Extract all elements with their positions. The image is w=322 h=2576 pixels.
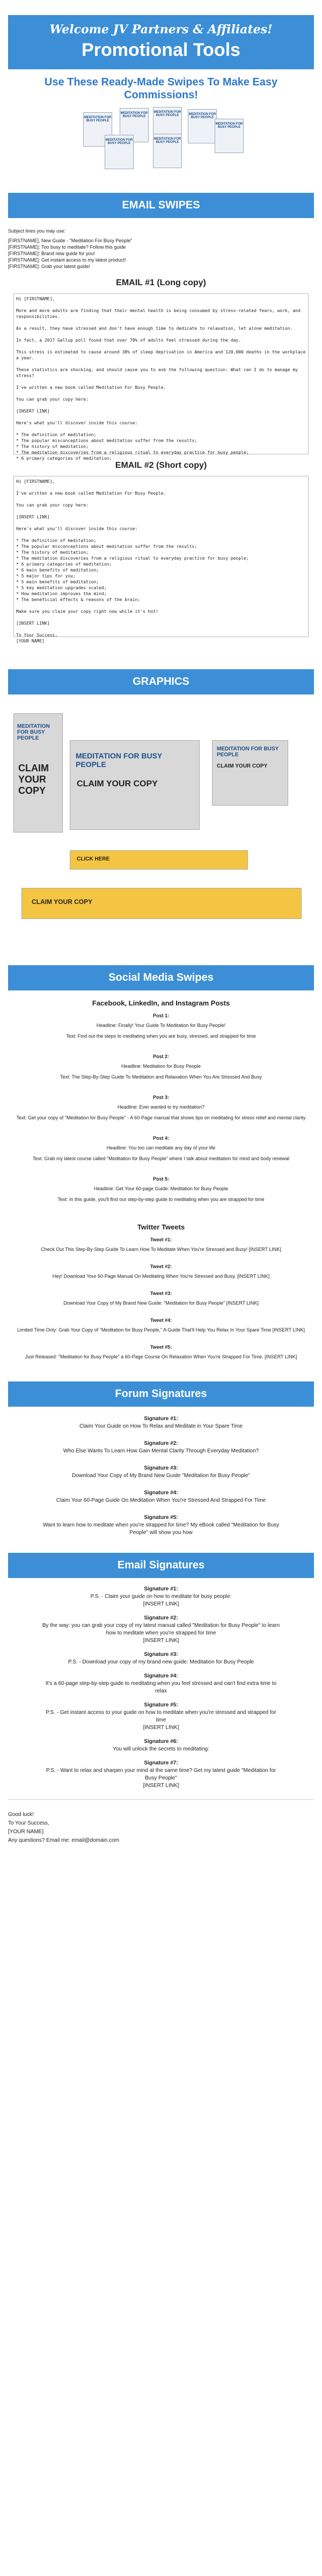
email-signature: Signature #4: It's a 60-page step-by-step guide to meditating when you feel stressed and can't find extra time to relax [45,1673,277,1694]
subject-lines-intro: Subject lines you may use: [8,228,66,234]
subject-lines-list [8,237,314,270]
medium-banner[interactable]: MEDITATION FOR BUSY PEOPLE CLAIM YOUR COPY [212,740,288,806]
social-post-5: Post 5: Headline: Get Your 60-page Guide: Meditation for Busy People Text: In this guide, you'll find our step-by-step guide to meditating when you are strapped for time [57,1176,265,1202]
email1-title: EMAIL #1 (Long copy) [116,278,206,287]
social-media-section [0,999,322,1360]
email-signature: Signature #1: P.S. - Claim your guide on how to meditate for busy people: [INSERT LINK] [90,1586,232,1607]
your-name-text: [YOUR NAME] [8,1829,44,1835]
header [8,0,314,171]
subject-line: [FIRSTNAME]: Brand new guide for you! [8,251,96,256]
tweet-4: Tweet #4: Limited Time Only: Grab Your Copy of "Meditation for Busy People," A Guide That'll Help You Relax In Your Spare Time [INSERT LINK] [17,1318,305,1333]
social-post-1: Post 1: Headline: Finally! Your Guide To Meditation for Busy People! Text: Find out the steps to meditating when you are busy, stressed, and strapped for time [66,1013,256,1039]
tweet-2: Tweet #2: Hey! Download Your 60-Page Manual On Meditating When You're Stressed and Busy. [INSERT LINK] [52,1264,270,1279]
subject-line: [FIRSTNAME], New Guide - "Meditation For Busy People" [8,238,133,243]
forum-signatures-header: Forum Signatures [8,1381,314,1407]
hero-banner [8,15,314,69]
book-cover: MEDITATION FOR BUSY PEOPLE [188,109,217,143]
tweet-1: Tweet #1: Check Out This Step-By-Step Guide To Learn How To Meditate When You're Stressed and Busy! [INSERT LINK] [41,1237,281,1252]
email-signature: Signature #6: You will unlock the secrets to meditating: [113,1739,209,1752]
subject-line: [FIRSTNAME]: Grab your latest guide! [8,264,91,269]
tagline: Use These Ready-Made Swipes To Make Easy Commissions! [44,76,278,101]
social-media-header: Social Media Swipes [8,965,314,990]
forum-signature: Signature #3: Download Your Copy of My Brand New Guide "Meditation for Busy People" [72,1465,250,1479]
wide-banner[interactable]: CLAIM YOUR COPY [21,888,302,919]
social-post-3: Post 3: Headline: Ever wanted to try meditation? Text: Get your copy of "Meditation for Busy People" - A 60-Page manual that shows tips on meditating for stress relief and mental clarity [16,1095,306,1120]
subject-line: [FIRSTNAME]: Get instant access to my latest product! [8,257,126,263]
book-cover: MEDITATION FOR BUSY PEOPLE [153,107,182,141]
to-success-text: To Your Success, [8,1820,49,1826]
email-signature: Signature #3: P.S. - Download your copy of my brand new guide: Meditation for Busy People [68,1652,254,1665]
graphics-section [8,703,314,850]
email-signatures-section [40,1586,282,1790]
forum-signatures-section [40,1415,282,1537]
email1-textarea[interactable]: Hi [FIRSTNAME], More and more adults are finding that their mental health is being consumed by stress-related fears, work, and responsibilities. As a result, they have stressed and don't have enough time to dedicate to relaxation, let alone meditation. In fact, a 2017 Gallup poll found that over 70% of adults feel stressed during the day. This stress is estimated to cause around 38% of sleep deprivation in America and 120,000 deaths in the workplace a year. These statistics are shocking, and should cause you to ask the following question: What can I do to manage my stress? I've written a new book called Meditation For Busy People. You can grab your copy here: [INSERT LINK] Here's what you'll discover inside this course: * The definition of meditation; * The popular misconceptions about meditation suffer from the results; * The history of meditation; * The meditation discoveries from a religious ritual to everyday practice for busy people; * 6 primary categories of meditation; [13,293,309,454]
social-post-2: Post 2: Headline: Meditation for Busy People Text: The Step-By-Step Guide To Meditation and Relaxation When You Are Stressed And Busy [60,1054,262,1080]
square-banner[interactable]: MEDITATION FOR BUSY PEOPLE CLAIM YOUR COPY [70,740,200,830]
questions-text: Any questions? Email me: email@domain.com [8,1837,119,1843]
book-cover: MEDITATION FOR BUSY PEOPLE [215,119,244,153]
book-cover: MEDITATION FOR BUSY PEOPLE [105,135,134,169]
book-cover: MEDITATION FOR BUSY PEOPLE [83,112,112,147]
welcome-heading: Welcome JV Partners & Affiliates! [49,23,273,37]
forum-signature: Signature #2: Who Else Wants To Learn How Gain Mental Clarity Through Everyday Meditation? [63,1441,259,1454]
leaderboard-banner[interactable]: CLICK HERE [70,850,248,870]
skyscraper-banner[interactable]: MEDITATION FOR BUSY PEOPLE CLAIM YOUR COPY [13,713,63,833]
subject-line: [FIRSTNAME]: Too busy to meditate? Follow this guide [8,244,126,250]
tweet-3: Tweet #3: Download Your Copy of My Brand New Guide: "Meditation for Busy People" [INSERT LINK] [63,1291,259,1306]
forum-signature: Signature #1: Claim Your Guide on How To Relax and Meditate in Your Spare Time [79,1416,243,1429]
social-post-4: Post 4: Headline: You too can meditate any day of your life Text: Grab my latest course called "Meditation for Busy People" where I talk about meditation for mind and body renewal [32,1135,290,1161]
email2-textarea[interactable]: Hi [FIRSTNAME], I've written a new book called Meditation For Busy People. You can grab your copy here: [INSERT LINK] Here's what you'll discover inside this course: * The definition of meditation; * The popular misconceptions about meditation suffer from the results; * The history of meditation; * The meditation discoveries from a religious ritual to everyday practice for busy people; * 6 primary categories of meditation; * 6 main benefits of meditation; * 5 major tips for you; * 5 main benefits of meditation; * 5 key meditation upgrades scaled; * How meditation improves the mind; * The beneficial effects & reasons of the brain; Make sure you claim your copy right now while it's hot! [INSERT LINK] To Your Success, [YOUR NAME] [13,476,309,637]
twitter-title: Twitter Tweets [137,1223,185,1231]
footer [0,1800,322,1845]
forum-signature: Signature #4: Claim Your 60-Page Guide On Meditation When You're Stressed And Strapped For Time [56,1490,266,1503]
graphics-header: GRAPHICS [8,669,314,694]
email-signature: Signature #2: By the way: you can grab your copy of my latest manual called "Meditation for Busy People" to learn how to meditate when you're strapped for time [INSERT LINK] [42,1615,280,1644]
forum-signature: Signature #5: Want to learn how to meditate when you're strapped for time? My eBook called "Meditation for Busy People" will show you how [42,1515,280,1536]
email-signatures-header: Email Signatures [8,1553,314,1578]
email-swipes-section [0,228,322,643]
social-subtitle: Facebook, LinkedIn, and Instagram Posts [92,999,230,1007]
good-luck-text: Good luck! [8,1812,34,1818]
book-cover: MEDITATION FOR BUSY PEOPLE [120,108,149,142]
page-title: Promotional Tools [82,40,240,60]
book-cover: MEDITATION FOR BUSY PEOPLE [153,134,182,168]
email2-title: EMAIL #2 (Short copy) [115,461,207,470]
email-signature: Signature #5: P.S. - Get instant access to your guide on how to meditate when you're stressed and strapped for time [INSERT LINK] [46,1702,276,1731]
product-bundle-image [72,107,250,171]
email-swipes-header: EMAIL SWIPES [8,193,314,218]
tweet-5: Tweet #5: Just Released: "Meditation for Busy People" a 60-Page Course On Relaxation When You're Strapped For Time. [INSERT LINK] [25,1344,297,1359]
email-signature: Signature #7: P.S. - Want to relax and sharpen your mind at the same time? Get my latest guide "Meditation for Busy People" [INSERT LINK] [46,1760,276,1789]
